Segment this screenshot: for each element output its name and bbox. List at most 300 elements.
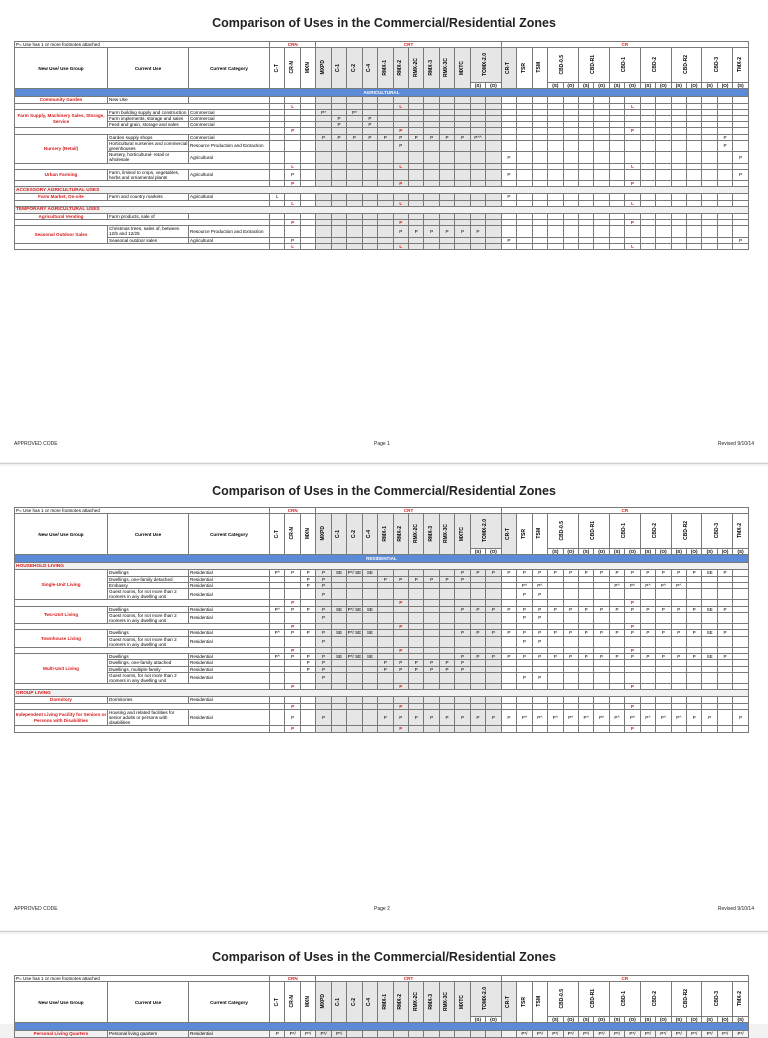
footer-page-number: Page 2 (374, 906, 390, 912)
zone-cell (594, 672, 609, 683)
zone-cell: P^ (532, 582, 547, 588)
zone-cell: P (717, 630, 732, 636)
zone-cell (609, 612, 624, 623)
zone-cell: P*/ (316, 1031, 331, 1037)
current-use: Farm building supply and construction (108, 109, 189, 115)
zone-cell (331, 726, 346, 732)
zone-header (548, 514, 579, 549)
zone-cell: P (285, 648, 300, 654)
zone-cell: P (501, 152, 516, 163)
zone-label: MXN (304, 62, 311, 74)
zone-cell (548, 243, 563, 249)
zone-cell (548, 226, 563, 237)
zone-cell (300, 636, 315, 647)
zone-cell (331, 140, 346, 151)
zone-cell: P (316, 666, 331, 672)
zone-cell: P (300, 576, 315, 582)
zone-cell: P (532, 636, 547, 647)
zone-cell: P*/ SE (347, 654, 362, 660)
table-row (15, 226, 749, 237)
zone-cell (532, 169, 547, 180)
use-group-name: Farm Market, On-site (15, 194, 108, 200)
zone-cell (270, 140, 285, 151)
zone-cell (300, 709, 315, 726)
zone-cell: P (316, 134, 331, 140)
zone-cell (687, 243, 702, 249)
zone-cell (300, 612, 315, 623)
zone-cell: P (455, 134, 470, 140)
zone-cell (378, 612, 393, 623)
current-category: Commercial (189, 116, 270, 122)
zone-header (640, 514, 671, 549)
zone-cell (455, 243, 470, 249)
zone-cell: P (486, 570, 502, 576)
zone-label: C-2 (350, 529, 357, 538)
zone-cell (347, 243, 362, 249)
zone-cell (439, 726, 454, 732)
zone-cell (563, 226, 578, 237)
zone-label: MXTC (458, 60, 465, 75)
zone-cell: SE (702, 630, 717, 636)
zone-cell: P (439, 666, 454, 672)
zone-label: MXPD (319, 60, 326, 75)
zone-cell (270, 226, 285, 237)
zone-label: CBD-R2 (682, 521, 689, 541)
zone-cell (671, 612, 686, 623)
zone-cell: P (517, 589, 532, 600)
use-group-name: Townhouse Living (15, 630, 108, 648)
subzone-label: (O) (717, 1017, 732, 1023)
zone-cell (470, 1031, 485, 1037)
table-row (15, 589, 749, 600)
zone-label: RMX-2C (412, 58, 419, 78)
zone-cell: P*/ (285, 1031, 300, 1037)
zone-cell (362, 140, 377, 151)
zone-cell: P (625, 703, 640, 709)
zone-cell (501, 1031, 516, 1037)
zone-cell: P (362, 116, 377, 122)
zone-cell (393, 1031, 408, 1037)
zone-cell (563, 672, 578, 683)
zone-cell: P (578, 654, 593, 660)
zone-cell (717, 612, 732, 623)
zone-header (331, 514, 346, 555)
zone-header (578, 48, 609, 83)
current-category: Commercial (189, 122, 270, 128)
zone-cell: P (285, 237, 300, 243)
zone-cell (424, 672, 439, 683)
zone-cell (625, 672, 640, 683)
zone-cell (702, 226, 717, 237)
zone-cell (517, 140, 532, 151)
zone-label: TMX-2 (737, 523, 743, 539)
zone-cell: P (408, 226, 423, 237)
zone-header (378, 514, 393, 555)
zone-header (532, 48, 547, 89)
zone-cell (362, 243, 377, 249)
zone-cell (316, 152, 331, 163)
zone-group-crt: CRT (316, 508, 501, 514)
subzone-label: (S) (702, 549, 717, 555)
zone-cell (347, 612, 362, 623)
zone-label: CR-T (505, 995, 512, 1008)
subzone-label: (S) (578, 549, 593, 555)
zone-cell: P (625, 726, 640, 732)
zone-cell: SE (331, 570, 346, 576)
page-2 (0, 466, 768, 930)
zone-cell (300, 152, 315, 163)
zone-cell (609, 152, 624, 163)
zone-header (408, 48, 423, 89)
zone-label: RMX-3C (443, 992, 450, 1012)
zone-cell: P (285, 181, 300, 187)
zone-cell (687, 636, 702, 647)
zone-cell: P^ (270, 630, 285, 636)
zone-cell (563, 243, 578, 249)
use-group-name: Nursery (Retail) (15, 134, 108, 163)
zone-header (470, 48, 501, 83)
zone-cell: P*/ (548, 1031, 563, 1037)
zone-cell: P*/ (625, 1031, 640, 1037)
zone-cell: P (717, 134, 732, 140)
category-label: ACCESSORY AGRICULTURAL USES (15, 187, 749, 194)
zone-cell (486, 672, 502, 683)
zone-cell (362, 226, 377, 237)
current-use: Embassy (108, 582, 189, 588)
zone-label: RMX-2 (397, 993, 404, 1010)
zone-cell (625, 169, 640, 180)
zone-cell: P (548, 654, 563, 660)
zone-cell (270, 672, 285, 683)
current-category: Residential (189, 576, 270, 582)
zone-cell (578, 140, 593, 151)
zone-cell: P (331, 134, 346, 140)
header-row (15, 48, 749, 83)
zone-label: C-1 (335, 63, 342, 72)
subzone-label: (S) (733, 1017, 749, 1023)
current-category: Residential (189, 630, 270, 636)
zone-cell (517, 226, 532, 237)
use-group-name: Dormitory (15, 697, 108, 703)
zone-cell: P (717, 140, 732, 151)
zone-cell (408, 726, 423, 732)
header-row (15, 982, 749, 1017)
zone-cell (378, 140, 393, 151)
zone-cell (439, 152, 454, 163)
zone-cell: P (532, 612, 547, 623)
zone-header (362, 982, 377, 1023)
use-group-name: Seasonal Outdoor Sales (15, 226, 108, 244)
zone-label: CBD-3 (713, 522, 720, 539)
zone-cell: P (316, 636, 331, 647)
zone-cell (625, 152, 640, 163)
zone-cell: P (687, 709, 702, 726)
zone-cell: P (316, 709, 331, 726)
zone-cell: P (378, 666, 393, 672)
zone-cell: P (717, 570, 732, 576)
subzone-label: (O) (594, 83, 609, 89)
zone-header (439, 48, 454, 89)
zone-header (517, 514, 532, 555)
zone-cell: P (393, 140, 408, 151)
current-use: Farm implements, storage and sales (108, 116, 189, 122)
zone-cell (455, 152, 470, 163)
zone-cell: P (470, 654, 485, 660)
zone-cell: P (486, 709, 502, 726)
category-label: GROUP LIVING (15, 690, 749, 697)
zone-cell: P (393, 220, 408, 226)
zone-cell: P (393, 684, 408, 690)
current-use: New Use (108, 97, 189, 103)
zone-cell (625, 636, 640, 647)
zone-cell: P*/ SE (347, 630, 362, 636)
spacer (15, 243, 270, 249)
zone-cell: P (378, 134, 393, 140)
zone-cell: P (300, 570, 315, 576)
zone-cell (578, 612, 593, 623)
category-label: HOUSEHOLD LIVING (15, 563, 749, 570)
subzone-label: (S) (548, 1017, 563, 1023)
subzone-label: (O) (594, 1017, 609, 1023)
zone-cell (424, 1031, 439, 1037)
zone-cell (501, 589, 516, 600)
zone-cell: L (393, 200, 408, 206)
zone-cell (563, 152, 578, 163)
zone-cell (486, 243, 502, 249)
current-category: Residential (189, 1031, 270, 1037)
zone-cell: P (733, 237, 749, 243)
zone-cell (300, 169, 315, 180)
zone-cell: P*/ (609, 1031, 624, 1037)
zone-cell: P (424, 226, 439, 237)
zone-cell: P (316, 582, 331, 588)
zone-cell: P (625, 648, 640, 654)
zone-cell (316, 140, 331, 151)
zone-cell: P (393, 648, 408, 654)
zone-cell (578, 226, 593, 237)
zone-cell (656, 140, 671, 151)
zone-header (424, 982, 439, 1023)
zone-cell (640, 152, 655, 163)
zone-cell (548, 140, 563, 151)
zone-label: CR-T (505, 527, 512, 540)
zone-cell (640, 243, 655, 249)
zone-cell: P (470, 226, 485, 237)
zone-label: C-2 (350, 63, 357, 72)
zone-cell: P (316, 589, 331, 600)
zone-cell: P (316, 606, 331, 612)
zone-cell: L (393, 163, 408, 169)
current-use: Housing and related facilities for senior adults or persons with disabilities (108, 709, 189, 726)
zone-label: MXPD (319, 994, 326, 1009)
zone-cell: P (625, 606, 640, 612)
zone-cell (331, 226, 346, 237)
zone-cell: P (424, 709, 439, 726)
zone-label: RMX-3C (443, 58, 450, 78)
table-row (15, 1031, 749, 1037)
zone-group-crn: CRN (270, 42, 316, 48)
zone-cell (671, 672, 686, 683)
zone-cell (717, 589, 732, 600)
zone-cell (702, 636, 717, 647)
zone-header (455, 982, 470, 1023)
zone-cell (717, 169, 732, 180)
zone-cell: P^ (563, 709, 578, 726)
zone-cell (733, 226, 749, 237)
zone-cell (532, 152, 547, 163)
zone-cell (424, 589, 439, 600)
zone-cell (609, 589, 624, 600)
zone-label: CBD-2 (652, 990, 659, 1007)
zone-cell (702, 169, 717, 180)
current-category: Residential (189, 672, 270, 683)
zone-cell: SE (331, 654, 346, 660)
zone-cell (671, 243, 686, 249)
zone-cell: P^ (270, 570, 285, 576)
zone-cell (563, 169, 578, 180)
zone-cell: P*/ (300, 1031, 315, 1037)
zone-cell (347, 589, 362, 600)
zone-cell: P (501, 570, 516, 576)
zone-cell: P (687, 570, 702, 576)
zone-cell: SE (362, 570, 377, 576)
zone-cell (702, 672, 717, 683)
current-category: Residential (189, 589, 270, 600)
zone-cell (486, 169, 502, 180)
subzone-label: (O) (563, 83, 578, 89)
zone-cell: P (439, 709, 454, 726)
zone-label: RMX-1 (381, 525, 388, 542)
zone-cell (717, 672, 732, 683)
zone-cell: P^ (625, 582, 640, 588)
column-header-use-group: New Use/ Use Group (15, 514, 108, 555)
zone-cell: P (625, 181, 640, 187)
zone-cell: P (439, 660, 454, 666)
zone-cell: P (316, 660, 331, 666)
current-use: Guest rooms, for not more than 2 roomers in any dwelling unit (108, 612, 189, 623)
zone-label: CBD-R1 (590, 55, 597, 75)
zone-cell: P (362, 134, 377, 140)
subzone-label: (S) (640, 549, 655, 555)
zone-label: MXTC (458, 526, 465, 541)
zone-cell (717, 152, 732, 163)
zone-cell: P (578, 630, 593, 636)
zone-cell: P^ (609, 582, 624, 588)
zone-cell (316, 169, 331, 180)
current-use: Guest rooms, for not more than 2 roomers in any dwelling unit (108, 589, 189, 600)
zone-cell: P (594, 570, 609, 576)
section-band-label (15, 1023, 749, 1031)
zone-cell: P (486, 654, 502, 660)
spacer (15, 726, 270, 732)
zone-header (671, 514, 702, 549)
table-row (15, 152, 749, 163)
zone-cell: P (501, 194, 516, 200)
zone-cell: P (316, 630, 331, 636)
category-row (15, 206, 749, 213)
zone-cell (455, 636, 470, 647)
subzone-label: (O) (656, 83, 671, 89)
current-use: Dwellings, one-family detached (108, 576, 189, 582)
zone-cell: P (563, 654, 578, 660)
current-use: Seasonal outdoor sales (108, 237, 189, 243)
current-category: Agricultural (189, 169, 270, 180)
zone-cell: P (393, 226, 408, 237)
zone-label: TSM (536, 996, 543, 1007)
zone-header (424, 48, 439, 89)
current-category: Commercial (189, 134, 270, 140)
zone-cell (578, 636, 593, 647)
zone-header (470, 982, 501, 1017)
zone-cell (532, 726, 547, 732)
zone-cell (640, 169, 655, 180)
zone-cell (439, 589, 454, 600)
zone-header (609, 48, 640, 83)
zone-cell: P (470, 606, 485, 612)
zone-cell: P*/ (517, 1031, 532, 1037)
zone-cell (424, 152, 439, 163)
subzone-label: (O) (625, 549, 640, 555)
zone-cell: P (378, 709, 393, 726)
zone-header (316, 982, 331, 1023)
subzone-label: (S) (609, 549, 624, 555)
zone-cell (470, 140, 485, 151)
zone-cell (408, 672, 423, 683)
zone-label: C-T (273, 529, 280, 538)
zone-cell (532, 140, 547, 151)
column-header-current-category: Current Category (189, 514, 270, 555)
zone-cell (656, 612, 671, 623)
zone-cell: P (424, 666, 439, 672)
zone-label: CBD-1 (621, 56, 628, 73)
zone-label: TOMX-2.0 (482, 987, 489, 1011)
zone-cell (501, 636, 516, 647)
zone-cell: P (517, 636, 532, 647)
zone-cell (687, 140, 702, 151)
zone-cell: P (486, 630, 502, 636)
zone-cell (733, 612, 749, 623)
zone-cell: SE (362, 606, 377, 612)
footnote-legend: P= Use has 1 or more footnotes attached (15, 42, 270, 48)
zone-cell: P^ (517, 582, 532, 588)
zone-cell (702, 726, 717, 732)
zone-cell (285, 589, 300, 600)
zone-cell: P (455, 709, 470, 726)
zone-label: C-1 (335, 997, 342, 1006)
current-category: Residential (189, 697, 270, 703)
zone-cell: P (331, 116, 346, 122)
zone-cell (424, 169, 439, 180)
zone-header (702, 48, 733, 83)
subzone-label: (O) (563, 549, 578, 555)
zone-cell (548, 726, 563, 732)
zone-header (578, 514, 609, 549)
use-group-name: Farm Supply, Machinery Sales, Storage, Service (15, 109, 108, 128)
zone-cell: P (270, 1031, 285, 1037)
subzone-label: (S) (733, 549, 749, 555)
zone-cell: SE (702, 654, 717, 660)
zone-header (733, 982, 749, 1017)
zone-cell: P*/ (563, 1031, 578, 1037)
zone-cell: P (316, 654, 331, 660)
zone-cell: P^ (548, 709, 563, 726)
zone-label: MXTC (458, 994, 465, 1009)
zone-cell (671, 226, 686, 237)
header-row (15, 514, 749, 549)
current-use: Dwellings (108, 654, 189, 660)
zone-cell: P (532, 606, 547, 612)
zone-cell: P (501, 709, 516, 726)
